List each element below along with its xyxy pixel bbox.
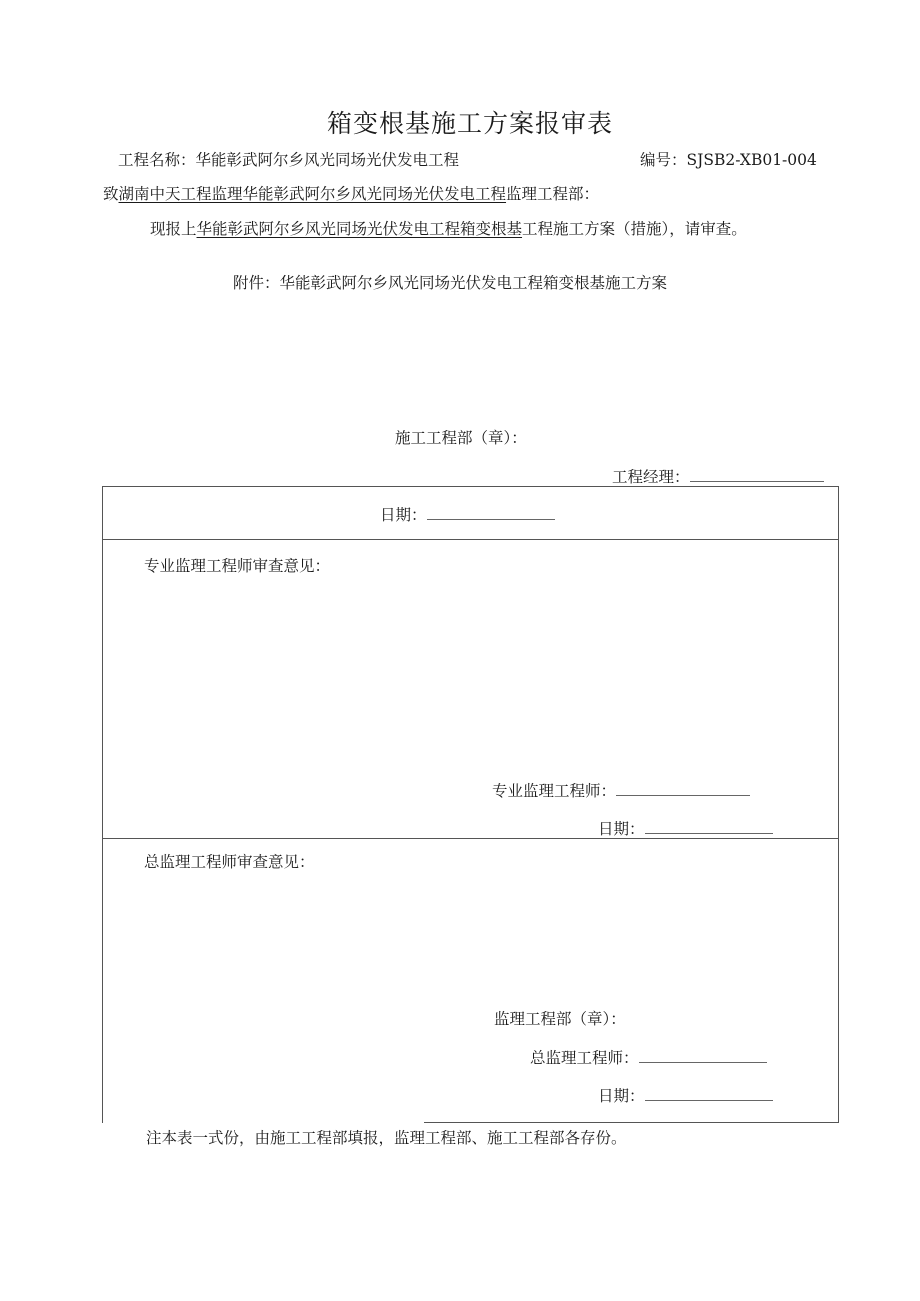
specialist-engineer-label: 专业监理工程师： (492, 782, 617, 800)
to-company: 湖南中天工程监理华能彰武阿尔乡风光同场光伏发电工程 (118, 185, 507, 203)
page-title: 箱变根基施工方案报审表 (326, 109, 613, 138)
specialist-date-field[interactable] (645, 819, 773, 834)
report-subject: 华能彰武阿尔乡风光同场光伏发电工程箱变根基 (196, 220, 523, 238)
construction-dept-stamp: 施工工程部（章）： (395, 429, 527, 447)
report-prefix: 现报上 (150, 220, 197, 238)
table-bottom-border (424, 1122, 839, 1123)
chief-opinion-label: 总监理工程师审查意见： (144, 853, 315, 871)
project-manager-row (612, 467, 824, 487)
to-prefix: 致 (103, 185, 119, 203)
report-suffix: 工程施工方案（措施），请审查。 (522, 220, 747, 238)
chief-date-field[interactable] (645, 1086, 773, 1101)
project-name: 华能彰武阿尔乡风光同场光伏发电工程 (195, 151, 460, 169)
row-divider-1 (102, 539, 839, 540)
construction-date-field[interactable] (427, 505, 555, 520)
date-label: 日期： (598, 820, 645, 838)
project-name-row (118, 150, 459, 170)
addressee-line (103, 184, 599, 204)
serial-number: SJSB2-XB01-004 (686, 151, 817, 169)
project-manager-label: 工程经理： (612, 468, 690, 486)
report-line (150, 219, 747, 239)
table-top-border (102, 486, 839, 487)
chief-engineer-signature-field[interactable] (639, 1048, 767, 1063)
project-label: 工程名称： (118, 151, 196, 169)
to-suffix: 监理工程部： (506, 185, 600, 203)
attachment-line: 附件：华能彰武阿尔乡风光同场光伏发电工程箱变根基施工方案 (233, 274, 668, 292)
specialist-engineer-row (492, 781, 750, 801)
date-label: 日期： (598, 1087, 645, 1105)
date-label: 日期： (380, 506, 427, 524)
chief-engineer-row (530, 1048, 767, 1068)
supervision-dept-stamp: 监理工程部（章）： (494, 1010, 626, 1028)
serial-label: 编号： (640, 151, 687, 169)
specialist-date-row (598, 819, 773, 839)
serial-row (640, 150, 817, 170)
project-manager-signature-field[interactable] (690, 467, 824, 482)
construction-date-row (380, 505, 555, 525)
specialist-opinion-label: 专业监理工程师审查意见： (144, 557, 331, 575)
footnote: 注本表一式份，由施工工程部填报，监理工程部、施工工程部各存份。 (146, 1129, 627, 1147)
table-right-border (838, 486, 839, 1123)
specialist-engineer-signature-field[interactable] (616, 781, 750, 796)
table-left-border (102, 486, 103, 1123)
chief-date-row (598, 1086, 773, 1106)
chief-engineer-label: 总监理工程师： (530, 1049, 639, 1067)
